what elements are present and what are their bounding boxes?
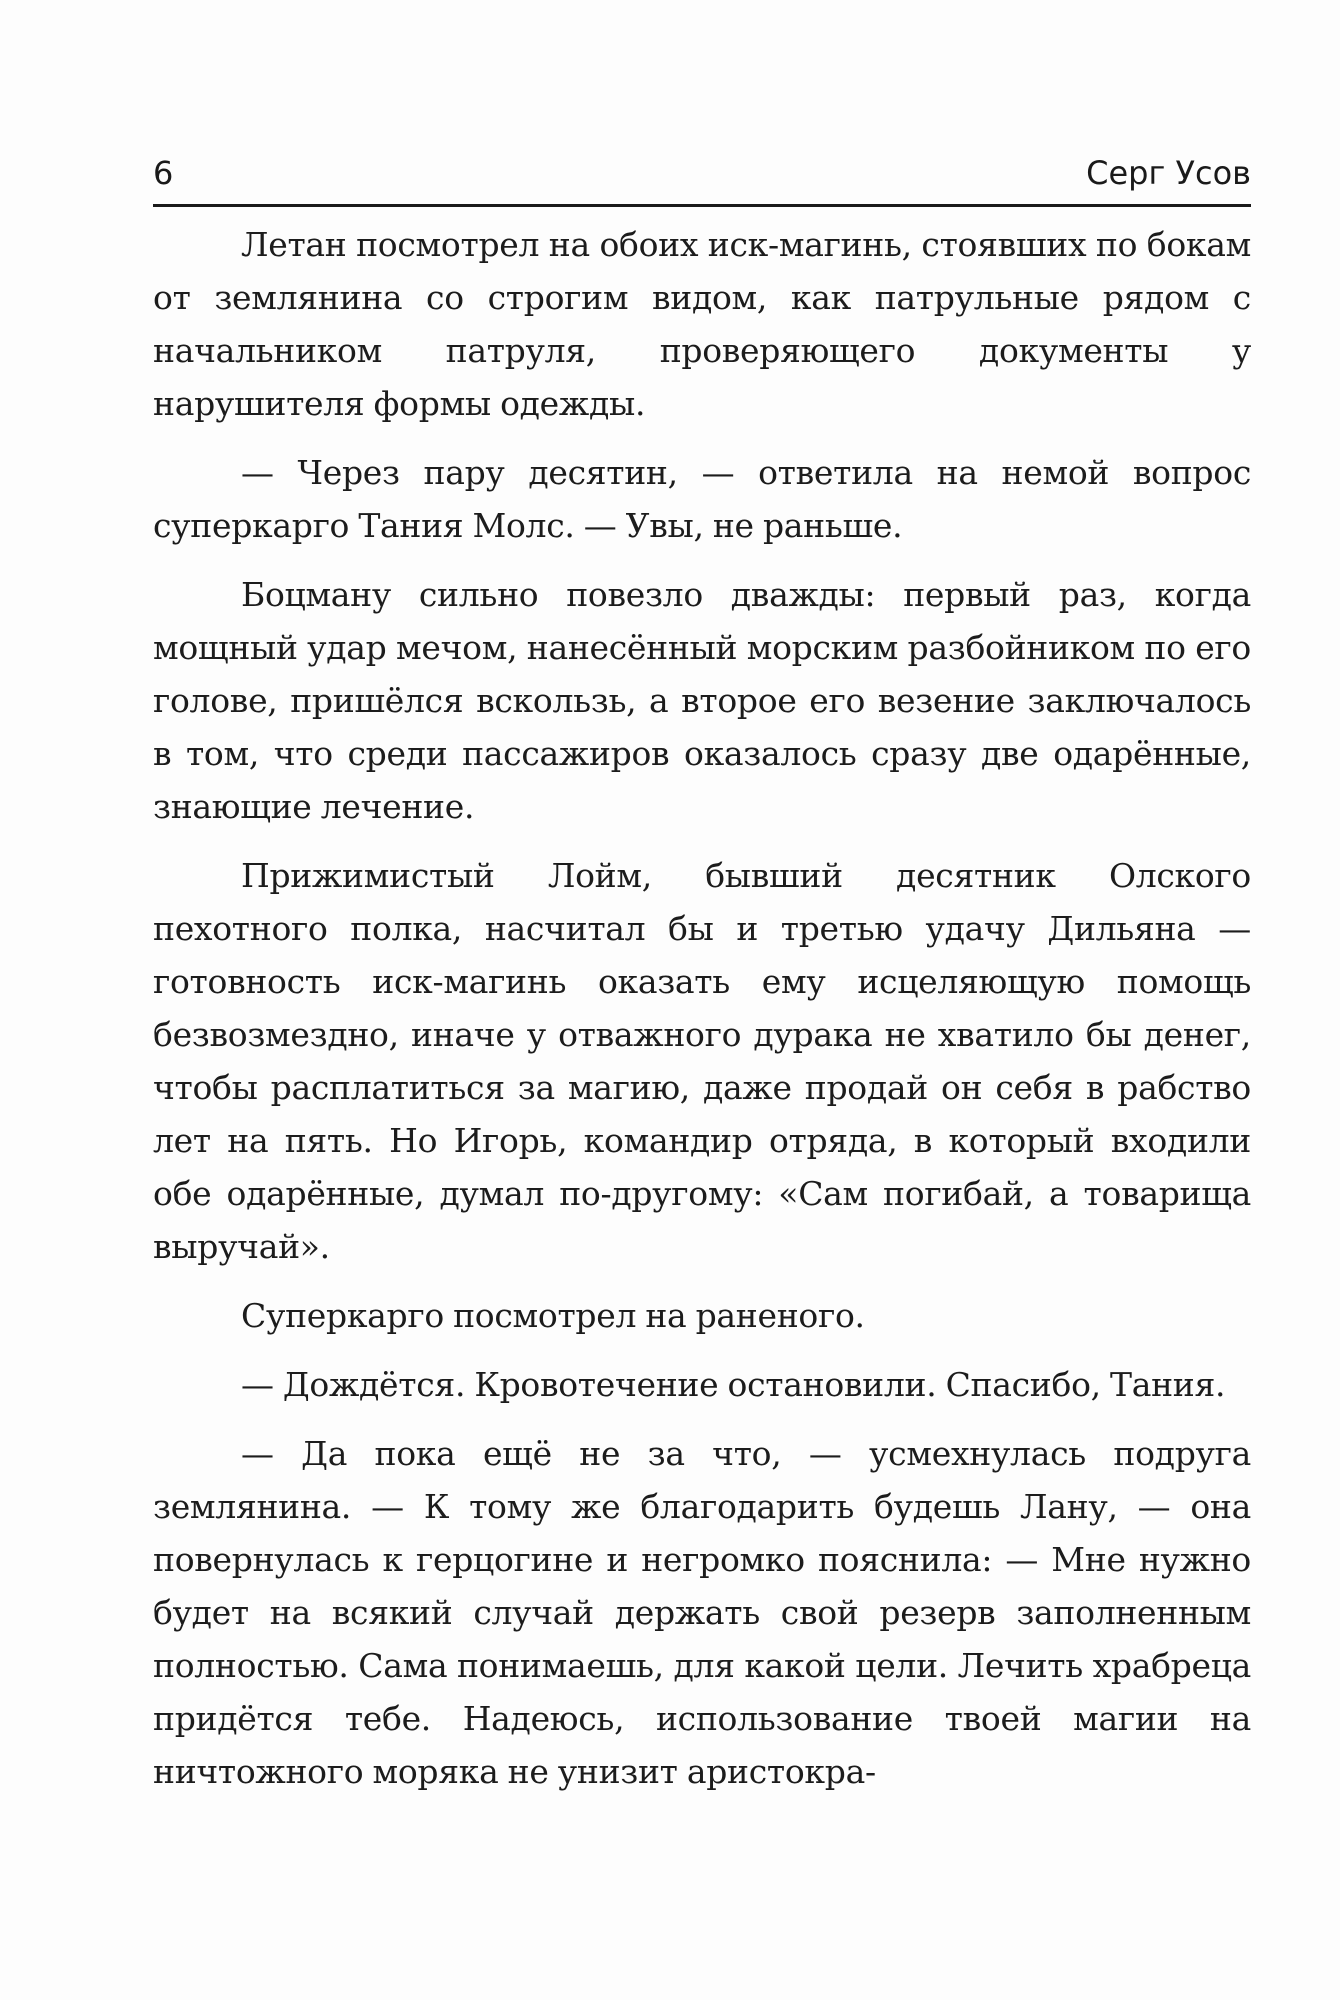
page-number: 6 <box>153 154 174 192</box>
running-head-author: Серг Усов <box>1086 154 1251 192</box>
paragraph: Летан посмотрел на обоих иск-магинь, стоявших по бокам от землянина со строгим видом, как патрульные рядом с начальником патруля, проверяющего документы у нарушителя формы одежды. <box>153 225 1251 423</box>
paragraph: Прижимистый Лойм, бывший десятник Олского пехотного полка, насчитал бы и третью удачу Дильяна — готовность иск-магинь оказать ему исцеляющую помощь безвозмездно, иначе у отважного дурака не хватило бы денег, чтобы расплатиться за магию, даже продай он себя в рабство лет на пять. Но Игорь, командир отряда, в который входили обе одарённые, думал по-другому: «Сам погибай, а товарища выручай». <box>153 856 1251 1266</box>
paragraph: — Дождётся. Кровотечение остановили. Спасибо, Тания. <box>241 1365 1226 1404</box>
paragraph: — Да пока ещё не за что, — усмехнулась подруга землянина. — К тому же благодарить будешь Лану, — она повернулась к герцогине и негромко пояснила: — Мне нужно будет на всякий случай держать свой резерв заполненным полностью. Сама понимаешь, для какой цели. Лечить храбреца придётся тебе. Надеюсь, использование твоей магии на ничтожного моряка не унизит аристокра- <box>153 1434 1251 1791</box>
paragraph: — Через пару десятин, — ответила на немой вопрос суперкарго Тания Молс. — Увы, не раньше. <box>153 453 1251 545</box>
body-text <box>153 218 1251 1814</box>
paragraph: Суперкарго посмотрел на раненого. <box>241 1296 865 1335</box>
page-header <box>153 152 1251 207</box>
paragraph: Боцману сильно повезло дважды: первый раз, когда мощный удар мечом, нанесённый морским разбойником по его голове, пришёлся вскользь, а второе его везение заключалось в том, что среди пассажиров оказалось сразу две одарённые, знающие лечение. <box>153 575 1251 826</box>
